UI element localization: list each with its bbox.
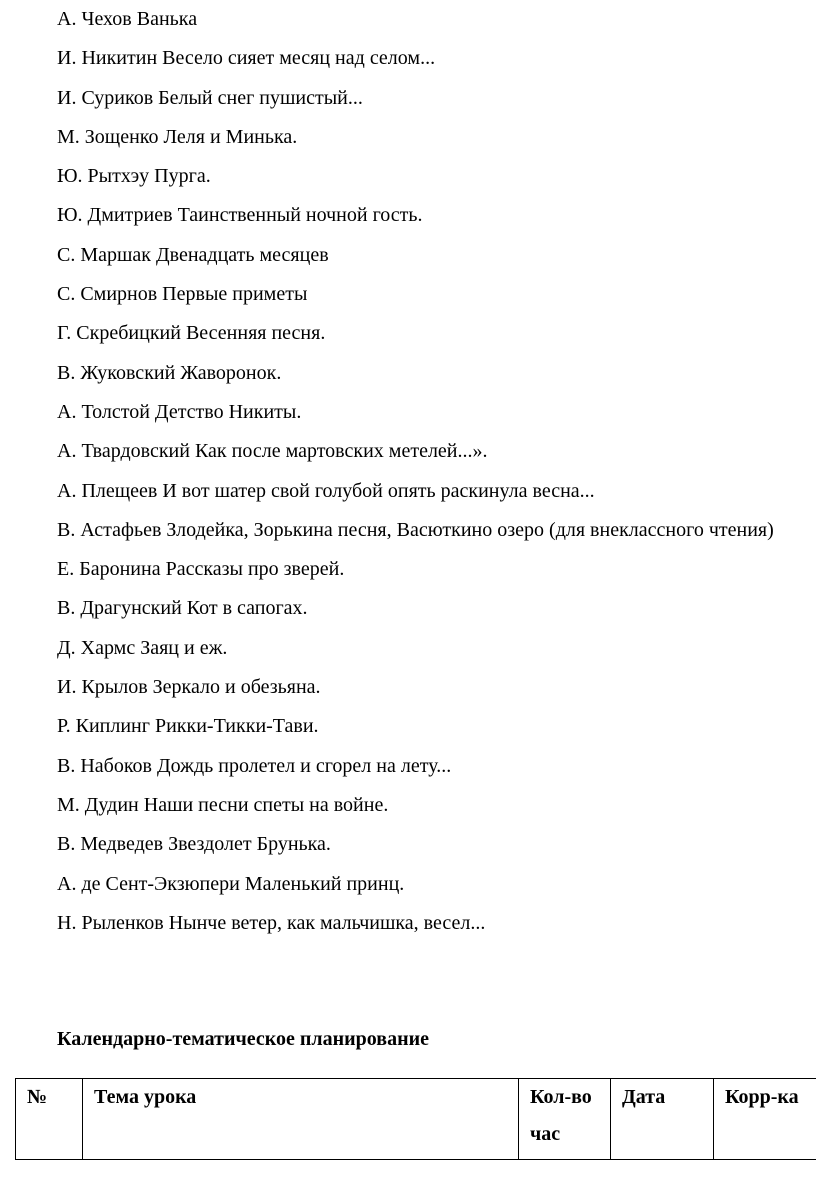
- column-header-date: Дата: [611, 1079, 714, 1160]
- column-header-hours: Кол-во час: [519, 1079, 611, 1160]
- reading-list-item: М. Зощенко Леля и Минька.: [57, 125, 298, 148]
- reading-list-item: А. Чехов Ванька: [57, 8, 198, 30]
- planning-heading: Календарно-тематическое планирование: [57, 1028, 430, 1050]
- reading-list: [57, 0, 807, 943]
- reading-list-item: Д. Хармс Заяц и еж.: [57, 636, 228, 659]
- planning-table: [15, 1078, 816, 1160]
- reading-list-item: В. Драгунский Кот в сапогах.: [57, 597, 308, 620]
- reading-list-item: А. де Сент-Экзюпери Маленький принц.: [57, 872, 405, 895]
- column-header-topic: Тема урока: [83, 1079, 519, 1160]
- reading-list-item: В. Медведев Звездолет Брунька.: [57, 833, 331, 856]
- table-header-row: [16, 1079, 816, 1160]
- reading-list-item: А. Плещеев И вот шатер свой голубой опять раскинула весна...: [57, 479, 595, 502]
- reading-list-item: Н. Рыленков Нынче ветер, как мальчишка, весел...: [57, 911, 486, 934]
- reading-list-item: Г. Скребицкий Весенняя песня.: [57, 322, 326, 345]
- column-header-correction: Корр-ка: [714, 1079, 816, 1160]
- reading-list-item: А. Твардовский Как после мартовских метелей...».: [57, 440, 488, 463]
- reading-list-item: В. Набоков Дождь пролетел и сгорел на лету...: [57, 754, 452, 777]
- reading-list-item: В. Жуковский Жаворонок.: [57, 361, 282, 384]
- reading-list-item: И. Крылов Зеркало и обезьяна.: [57, 676, 321, 699]
- reading-list-item: И. Никитин Весело сияет месяц над селом...: [57, 47, 436, 70]
- reading-list-item: Р. Киплинг Рикки-Тикки-Тави.: [57, 715, 319, 738]
- reading-list-item: В. Астафьев Злодейка, Зорькина песня, Васюткино озеро (для внеклассного чтения): [57, 518, 774, 541]
- reading-list-item: М. Дудин Наши песни спеты на войне.: [57, 793, 389, 816]
- reading-list-item: С. Смирнов Первые приметы: [57, 283, 308, 306]
- reading-list-item: Ю. Дмитриев Таинственный ночной гость.: [57, 204, 423, 227]
- reading-list-item: И. Суриков Белый снег пушистый...: [57, 86, 363, 109]
- reading-list-item: С. Маршак Двенадцать месяцев: [57, 243, 329, 266]
- reading-list-item: Ю. Рытхэу Пурга.: [57, 165, 211, 188]
- reading-list-item: Е. Баронина Рассказы про зверей.: [57, 558, 345, 581]
- column-header-num: №: [16, 1079, 83, 1160]
- reading-list-item: А. Толстой Детство Никиты.: [57, 400, 302, 423]
